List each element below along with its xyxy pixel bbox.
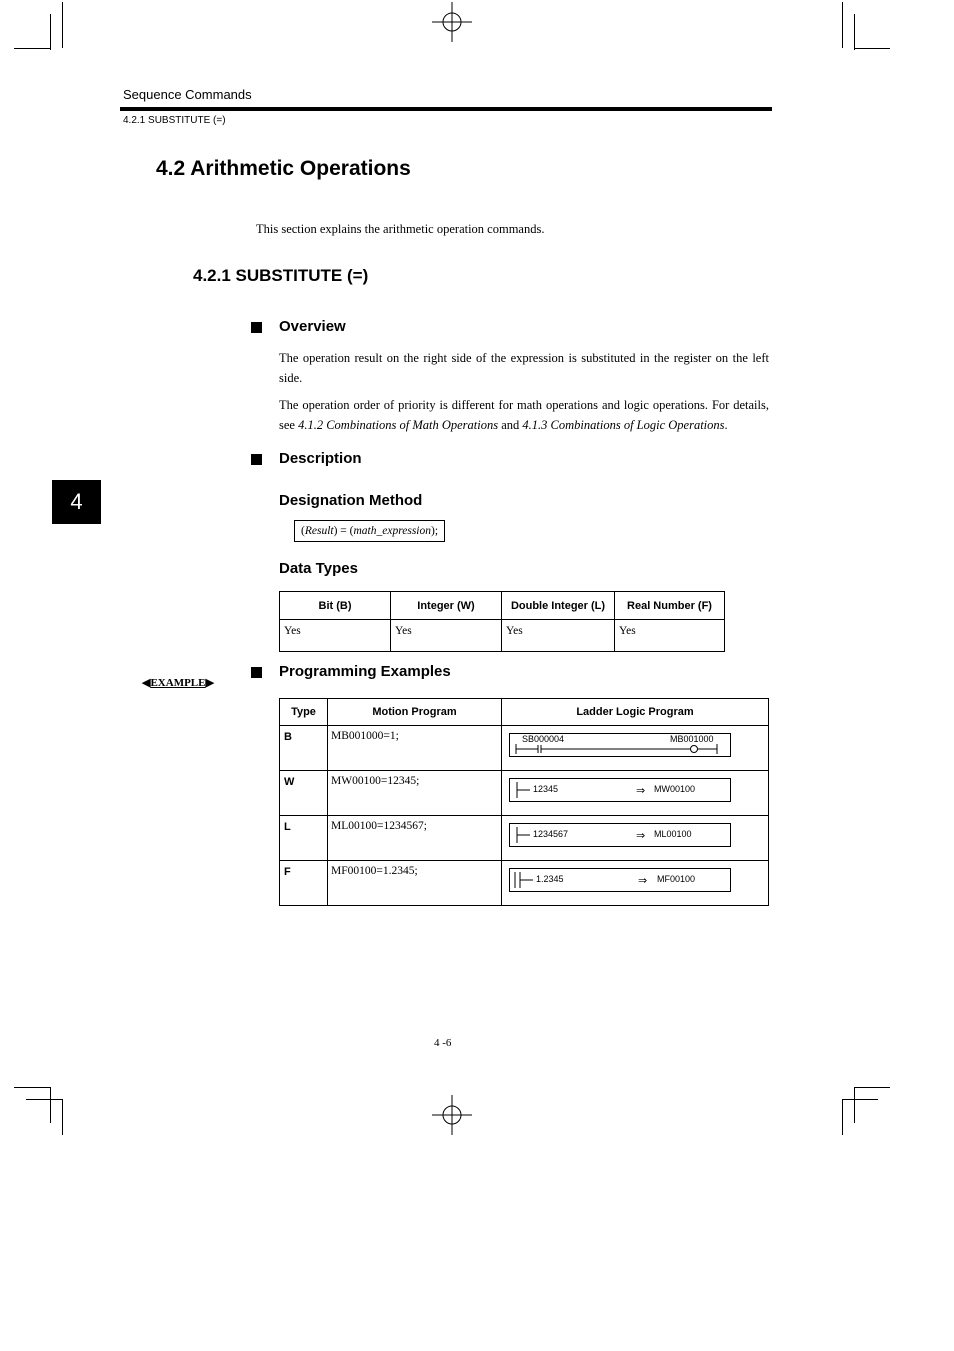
table-cell: Yes bbox=[280, 620, 391, 652]
overview-paragraph-1: The operation result on the right side of the expression is substituted in the register on the left side. bbox=[279, 351, 769, 385]
ladder-left-operand: 1.2345 bbox=[536, 874, 564, 884]
example-label: EXAMPLE bbox=[150, 677, 206, 689]
column-header: Bit (B) bbox=[280, 592, 391, 620]
crop-mark bbox=[854, 14, 855, 50]
type-cell: W bbox=[280, 771, 328, 816]
motion-program-cell: MW00100=12345; bbox=[328, 771, 502, 816]
ladder-left-operand: SB000004 bbox=[522, 734, 565, 744]
cross-reference-link: 4.1.2 Combinations of Math Operations bbox=[298, 418, 499, 432]
ladder-logic-cell bbox=[502, 726, 769, 771]
ladder-rung bbox=[509, 733, 731, 757]
motion-program-cell: MF00100=1.2345; bbox=[328, 861, 502, 906]
ladder-logic-cell bbox=[502, 771, 769, 816]
column-header: Motion Program bbox=[328, 699, 502, 726]
right-triangle-icon: ▶ bbox=[205, 677, 214, 689]
syntax-text: ); bbox=[431, 525, 439, 537]
column-header: Real Number (F) bbox=[615, 592, 725, 620]
bullet-square-icon bbox=[251, 667, 262, 678]
crop-mark bbox=[50, 1087, 51, 1123]
crop-mark bbox=[62, 2, 63, 48]
crop-mark bbox=[854, 1087, 855, 1123]
section-intro: This section explains the arithmetic operation commands. bbox=[256, 222, 545, 236]
crop-mark bbox=[50, 14, 51, 50]
syntax-text: ( bbox=[301, 525, 305, 537]
table-row bbox=[280, 861, 769, 906]
description-heading: Description bbox=[279, 450, 362, 467]
crop-mark bbox=[854, 48, 890, 49]
ladder-left-operand: 12345 bbox=[533, 784, 559, 794]
ladder-rung bbox=[509, 868, 731, 892]
bullet-square-icon bbox=[251, 454, 262, 465]
type-cell: B bbox=[280, 726, 328, 771]
overview-heading: Overview bbox=[279, 318, 346, 335]
subsection-reference: 4.2.1 SUBSTITUTE (=) bbox=[123, 115, 226, 126]
ladder-right-operand: MW00100 bbox=[654, 784, 696, 794]
programming-examples-heading: Programming Examples bbox=[279, 663, 451, 680]
arrow-icon: ⇒ bbox=[636, 785, 646, 797]
table-header-row bbox=[280, 699, 769, 726]
table-row bbox=[280, 620, 725, 652]
table-cell: Yes bbox=[615, 620, 725, 652]
left-triangle-icon: ◀ bbox=[142, 677, 151, 689]
running-title: Sequence Commands bbox=[123, 87, 252, 102]
syntax-expression: math_expression bbox=[353, 525, 432, 537]
column-header: Type bbox=[280, 699, 328, 726]
motion-program-cell: MB001000=1; bbox=[328, 726, 502, 771]
ladder-rung bbox=[509, 778, 731, 802]
data-types-table bbox=[279, 591, 725, 652]
registration-mark-icon bbox=[432, 2, 472, 42]
crop-mark bbox=[842, 1099, 878, 1100]
example-tag bbox=[142, 676, 214, 689]
programming-examples-table bbox=[279, 698, 769, 906]
crop-mark bbox=[842, 2, 843, 48]
ladder-logic-cell bbox=[502, 861, 769, 906]
crop-mark bbox=[26, 1099, 62, 1100]
subsection-title: 4.2.1 SUBSTITUTE (=) bbox=[193, 266, 369, 285]
type-cell: F bbox=[280, 861, 328, 906]
paragraph-text: . bbox=[724, 418, 728, 432]
ladder-right-operand: ML00100 bbox=[654, 829, 692, 839]
ladder-left-operand: 1234567 bbox=[533, 829, 569, 839]
paragraph-text: and bbox=[498, 418, 523, 432]
chapter-tab: 4 bbox=[52, 480, 101, 524]
header-rule bbox=[120, 107, 772, 111]
arrow-icon: ⇒ bbox=[638, 875, 648, 887]
arrow-icon: ⇒ bbox=[636, 830, 646, 842]
table-row bbox=[280, 771, 769, 816]
crop-mark bbox=[842, 1099, 843, 1135]
crop-mark bbox=[62, 1099, 63, 1135]
syntax-text: ) = ( bbox=[333, 525, 354, 537]
section-title: 4.2 Arithmetic Operations bbox=[156, 157, 411, 180]
table-row bbox=[280, 726, 769, 771]
crop-mark bbox=[854, 1087, 890, 1088]
table-cell: Yes bbox=[391, 620, 502, 652]
cross-reference-link: 4.1.3 Combinations of Logic Operations bbox=[522, 418, 725, 432]
crop-mark bbox=[14, 48, 50, 49]
motion-program-cell: ML00100=1234567; bbox=[328, 816, 502, 861]
ladder-right-operand: MF00100 bbox=[657, 874, 696, 884]
syntax-box bbox=[294, 520, 445, 542]
paragraph-text: The operation order of priority is different for math operations and logic operations. For details, see bbox=[279, 398, 769, 432]
registration-mark-icon bbox=[432, 1095, 472, 1135]
page-number: 4 -6 bbox=[434, 1037, 452, 1049]
column-header: Ladder Logic Program bbox=[502, 699, 769, 726]
overview-paragraph-2 bbox=[279, 395, 769, 435]
column-header: Double Integer (L) bbox=[502, 592, 615, 620]
crop-mark bbox=[14, 1087, 50, 1088]
designation-method-heading: Designation Method bbox=[279, 492, 423, 509]
syntax-result: Result bbox=[304, 525, 334, 537]
ladder-logic-cell bbox=[502, 816, 769, 861]
ladder-right-operand: MB001000 bbox=[670, 734, 714, 744]
data-types-heading: Data Types bbox=[279, 560, 358, 577]
column-header: Integer (W) bbox=[391, 592, 502, 620]
table-cell: Yes bbox=[502, 620, 615, 652]
type-cell: L bbox=[280, 816, 328, 861]
table-header-row bbox=[280, 592, 725, 620]
ladder-rung bbox=[509, 823, 731, 847]
table-row bbox=[280, 816, 769, 861]
bullet-square-icon bbox=[251, 322, 262, 333]
